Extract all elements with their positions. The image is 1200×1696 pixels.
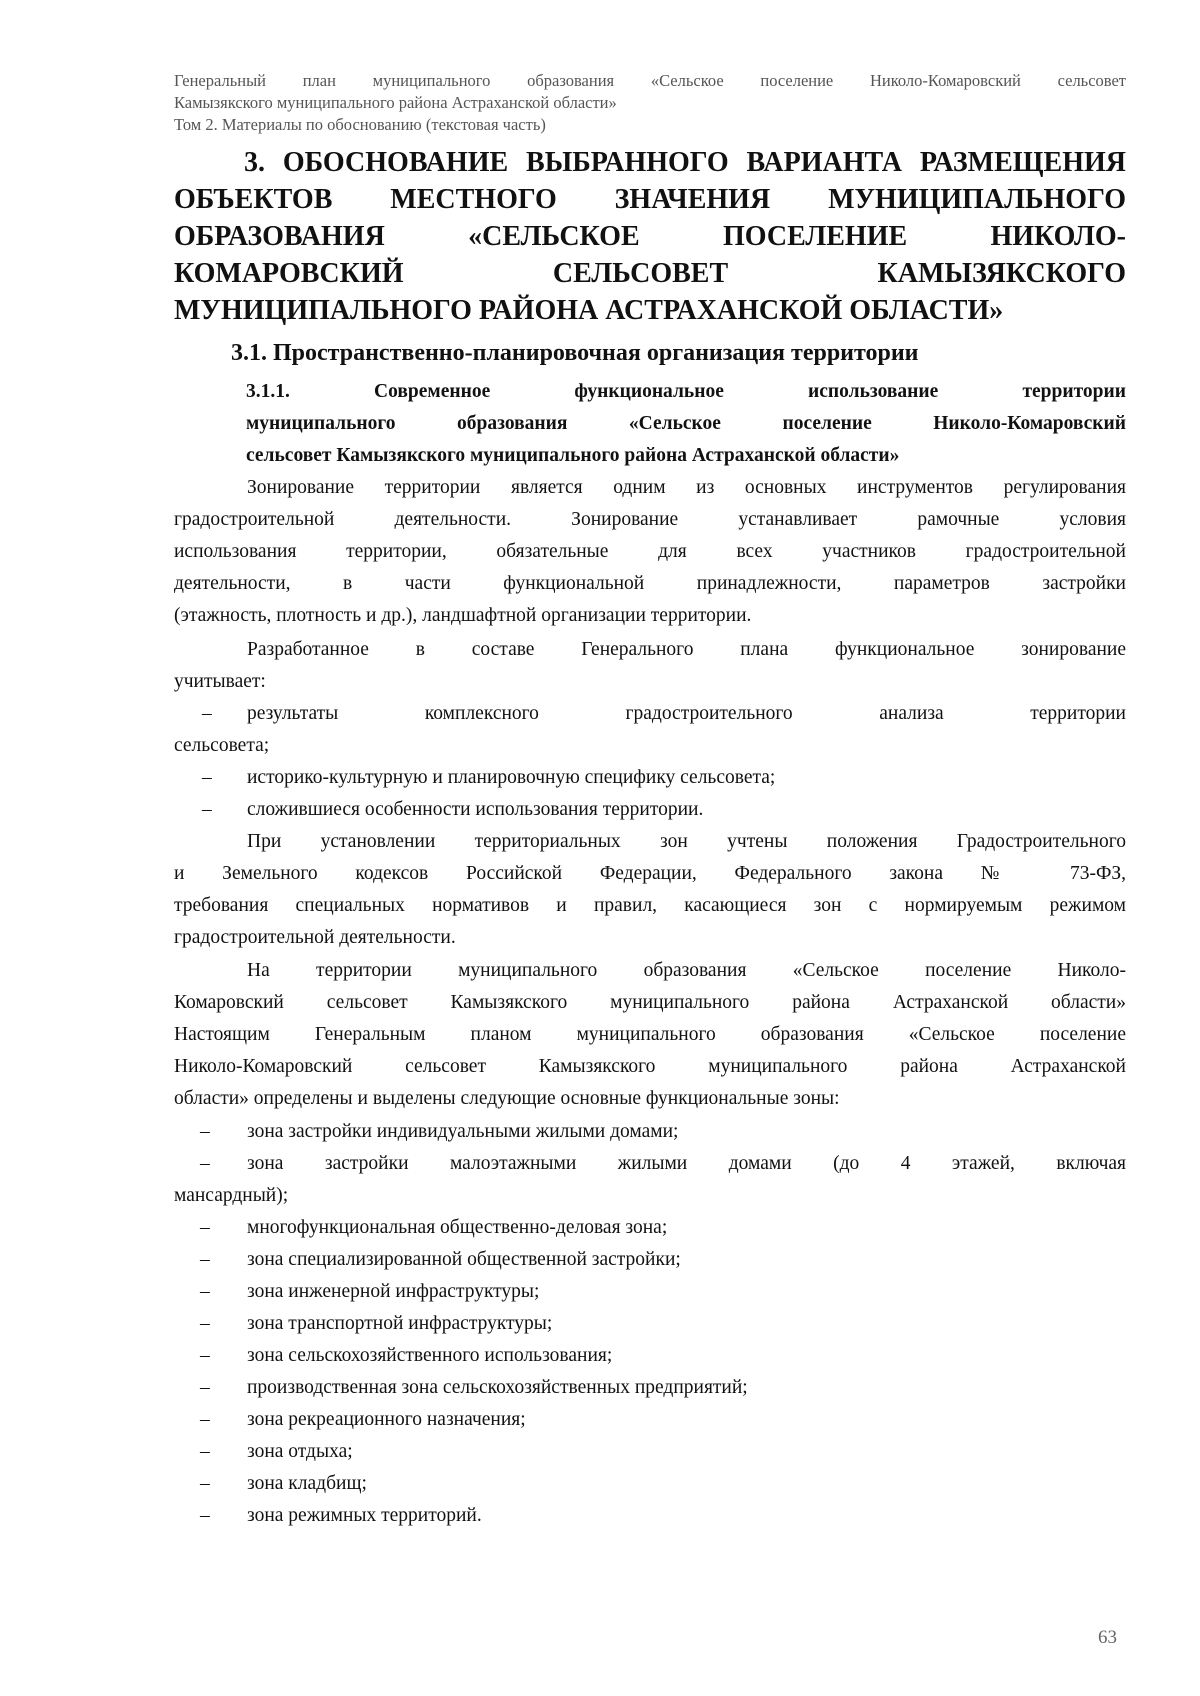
- list-item-text-cont: сельсовета;: [174, 735, 270, 756]
- text-line: Разработанное в составе Генерального плана функциональное зонирование: [247, 639, 1126, 660]
- text-line: На территории муниципального образования «Сельское поселение Николо-: [247, 960, 1126, 981]
- title-line: 3. ОБОСНОВАНИЕ ВЫБРАННОГО ВАРИАНТА РАЗМЕЩЕНИЯ: [244, 147, 1126, 178]
- list-item: [174, 1340, 1126, 1372]
- list-dash: –: [200, 1121, 210, 1142]
- list-item-text: результаты комплексного градостроительного анализа территории: [247, 703, 1126, 724]
- paragraph-considers: [174, 634, 1126, 698]
- subsection-line: муниципального образования «Сельское поселение Николо-Комаровский: [246, 413, 1126, 434]
- paragraph-functional-zones: [174, 955, 1126, 1115]
- list-item-text: зона специализированной общественной застройки;: [247, 1249, 681, 1270]
- running-header: [174, 70, 1126, 136]
- text-line: учитывает:: [174, 671, 266, 692]
- list-item: [174, 1148, 1126, 1180]
- list-dash: –: [202, 703, 212, 724]
- list-item: [174, 1468, 1126, 1500]
- paragraph-zoning: [174, 472, 1126, 632]
- header-line-2: Камызякского муниципального района Астраханской области»: [174, 93, 617, 112]
- list-dash: –: [200, 1505, 210, 1526]
- list-dash: –: [202, 799, 212, 820]
- title-line: ОБРАЗОВАНИЯ «СЕЛЬСКОЕ ПОСЕЛЕНИЕ НИКОЛО-: [174, 221, 1126, 252]
- zones-list: [174, 1116, 1126, 1532]
- list-dash: –: [200, 1441, 210, 1462]
- list-item-text: зона сельскохозяйственного использования;: [247, 1345, 613, 1366]
- list-dash: –: [200, 1345, 210, 1366]
- title-line: МУНИЦИПАЛЬНОГО РАЙОНА АСТРАХАНСКОЙ ОБЛАСТИ»: [174, 295, 1004, 326]
- list-item-text: зона кладбищ;: [247, 1473, 367, 1494]
- text-line: и Земельного кодексов Российской Федерации, Федерального закона № 73-ФЗ,: [174, 863, 1126, 884]
- list-item: [174, 1436, 1126, 1468]
- list-item-text: зона режимных территорий.: [247, 1505, 482, 1526]
- title-line: КОМАРОВСКИЙ СЕЛЬСОВЕТ КАМЫЗЯКСКОГО: [174, 258, 1126, 289]
- section-heading: 3.1. Пространственно-планировочная организация территории: [231, 340, 919, 366]
- text-line: Настоящим Генеральным планом муниципального образования «Сельское поселение: [174, 1024, 1126, 1045]
- text-line: градостроительной деятельности. Зонирование устанавливает рамочные условия: [174, 509, 1126, 530]
- list-dash: –: [200, 1153, 210, 1174]
- list-item: [174, 762, 1126, 794]
- text-line: области» определены и выделены следующие основные функциональные зоны:: [174, 1088, 840, 1109]
- subsection-line: сельсовет Камызякского муниципального района Астраханской области»: [246, 445, 900, 466]
- list-item-text-cont: мансардный);: [174, 1185, 289, 1206]
- list-item-text: зона транспортной инфраструктуры;: [247, 1313, 553, 1334]
- list-item: [174, 698, 1126, 730]
- text-line: деятельности, в части функциональной принадлежности, параметров застройки: [174, 573, 1126, 594]
- list-item-text: зона рекреационного назначения;: [247, 1409, 526, 1430]
- list-item-text: многофункциональная общественно-деловая зона;: [247, 1217, 668, 1238]
- subsection-heading: [246, 376, 1126, 472]
- list-dash: –: [202, 767, 212, 788]
- header-line-3: Том 2. Материалы по обоснованию (текстовая часть): [174, 115, 546, 134]
- title-line: ОБЪЕКТОВ МЕСТНОГО ЗНАЧЕНИЯ МУНИЦИПАЛЬНОГО: [174, 184, 1126, 215]
- list-item: [174, 1308, 1126, 1340]
- list-item-text: сложившиеся особенности использования территории.: [247, 799, 704, 820]
- list-item-text: зона отдыха;: [247, 1441, 353, 1462]
- list-item-text: зона застройки малоэтажными жилыми домами (до 4 этажей, включая: [247, 1153, 1126, 1174]
- list-item: [174, 1116, 1126, 1148]
- text-line: Николо-Комаровский сельсовет Камызякского муниципального района Астраханской: [174, 1056, 1126, 1077]
- list-dash: –: [200, 1313, 210, 1334]
- page-number: 63: [1098, 1627, 1117, 1648]
- subsection-line: 3.1.1. Современное функциональное использование территории: [246, 381, 1126, 402]
- list-item: [174, 1276, 1126, 1308]
- list-item: [174, 1212, 1126, 1244]
- list-dash: –: [200, 1473, 210, 1494]
- list-item-text: зона инженерной инфраструктуры;: [247, 1281, 540, 1302]
- paragraph-territorial-zones: [174, 826, 1126, 954]
- text-line: градостроительной деятельности.: [174, 927, 456, 948]
- list-item-text: историко-культурную и планировочную специфику сельсовета;: [247, 767, 776, 788]
- chapter-title: [174, 144, 1126, 329]
- list-dash: –: [200, 1377, 210, 1398]
- list-item: [174, 1244, 1126, 1276]
- list-item: [174, 794, 1126, 826]
- text-line: Комаровский сельсовет Камызякского муниципального района Астраханской области»: [174, 992, 1126, 1013]
- text-line: Зонирование территории является одним из основных инструментов регулирования: [247, 477, 1126, 498]
- text-line: (этажность, плотность и др.), ландшафтной организации территории.: [174, 605, 752, 626]
- list-item-text: зона застройки индивидуальными жилыми домами;: [247, 1121, 679, 1142]
- text-line: требования специальных нормативов и правил, касающиеся зон с нормируемым режимом: [174, 895, 1126, 916]
- list-dash: –: [200, 1217, 210, 1238]
- considers-list: [174, 698, 1126, 826]
- list-dash: –: [200, 1409, 210, 1430]
- list-dash: –: [200, 1281, 210, 1302]
- list-dash: –: [200, 1249, 210, 1270]
- list-item-text: производственная зона сельскохозяйственных предприятий;: [247, 1377, 748, 1398]
- list-item: [174, 1500, 1126, 1532]
- header-line-1: Генеральный план муниципального образования «Сельское поселение Николо-Комаровский сельсовет: [174, 71, 1126, 90]
- list-item: [174, 1404, 1126, 1436]
- list-item: [174, 1372, 1126, 1404]
- text-line: использования территории, обязательные для всех участников градостроительной: [174, 541, 1126, 562]
- text-line: При установлении территориальных зон учтены положения Градостроительного: [247, 831, 1126, 852]
